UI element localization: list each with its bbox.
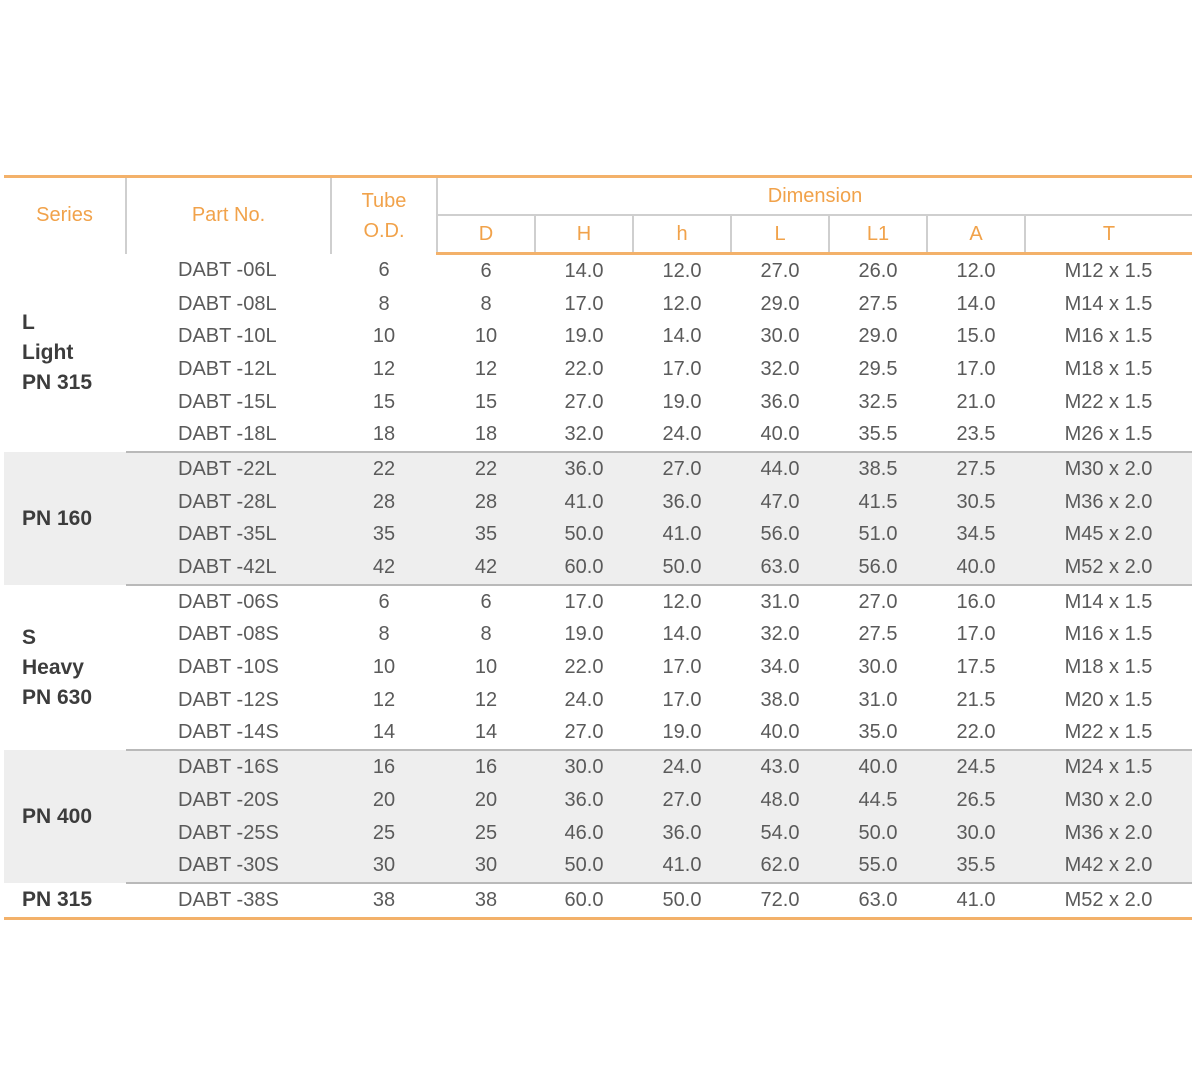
dim-h-lower-cell: 17.0 bbox=[662, 357, 702, 380]
dim-a-cell: 23.5 bbox=[927, 418, 1025, 452]
series-header: Series bbox=[4, 177, 126, 254]
part-no-cell: DABT -12L bbox=[178, 357, 277, 380]
tube-od-cell: 25 bbox=[331, 817, 437, 850]
part-no-cell: DABT -16S bbox=[126, 750, 331, 784]
dim-h-lower-cell: 14.0 bbox=[662, 325, 702, 348]
part-no-cell: DABT -06L bbox=[178, 259, 277, 282]
dimension-header: Dimension bbox=[437, 177, 1192, 216]
dim-h-lower-cell: 27.0 bbox=[633, 784, 731, 817]
table-row bbox=[4, 750, 1192, 784]
series-cell bbox=[4, 254, 126, 453]
dim-l1-cell: 41.5 bbox=[829, 486, 927, 519]
dim-l1-cell: 30.0 bbox=[858, 656, 898, 679]
dim-l-cell: 29.0 bbox=[760, 292, 800, 315]
dim-d-cell: 28 bbox=[437, 486, 535, 519]
table-row bbox=[4, 684, 1192, 717]
dim-l1-cell: 63.0 bbox=[829, 883, 927, 918]
dim-l-cell: 36.0 bbox=[760, 390, 800, 413]
dim-a-cell: 14.0 bbox=[956, 292, 996, 315]
dim-l1-cell: 26.0 bbox=[858, 259, 898, 282]
tube-od-cell: 42 bbox=[331, 551, 437, 585]
table-row bbox=[4, 883, 1192, 918]
dim-l1-cell: 27.5 bbox=[858, 623, 898, 646]
dim-l1-cell: 51.0 bbox=[829, 519, 927, 552]
dim-t-cell: M42 x 2.0 bbox=[1025, 849, 1192, 883]
dim-d-cell: 20 bbox=[437, 784, 535, 817]
series-label-line: Heavy bbox=[22, 655, 84, 679]
dim-h-lower-cell: 17.0 bbox=[662, 688, 702, 711]
dim-h-lower-cell: 12.0 bbox=[662, 259, 702, 282]
dim-a-cell: 26.5 bbox=[927, 784, 1025, 817]
table-row bbox=[4, 817, 1192, 850]
dim-d-cell: 22 bbox=[437, 452, 535, 486]
dim-d-cell: 18 bbox=[437, 418, 535, 452]
dim-l-cell: 47.0 bbox=[731, 486, 829, 519]
part-no-cell: DABT -42L bbox=[126, 551, 331, 585]
dim-d-cell: 6 bbox=[480, 259, 492, 282]
dim-l-cell: 40.0 bbox=[731, 717, 829, 751]
dim-h-lower-cell: 41.0 bbox=[633, 849, 731, 883]
series-label-line: PN 160 bbox=[22, 506, 93, 530]
dim-a-cell: 22.0 bbox=[927, 717, 1025, 751]
part-no-cell: DABT -25S bbox=[126, 817, 331, 850]
dimension-l1-header: L1 bbox=[829, 215, 927, 254]
dim-t-cell: M14 x 1.5 bbox=[1064, 590, 1153, 613]
part-no-cell: DABT -20S bbox=[126, 784, 331, 817]
dim-h-lower-cell: 50.0 bbox=[633, 883, 731, 918]
dim-l1-cell: 35.5 bbox=[829, 418, 927, 452]
dim-h-lower-cell: 12.0 bbox=[662, 292, 702, 315]
dim-t-cell: M52 x 2.0 bbox=[1025, 551, 1192, 585]
table-row bbox=[4, 353, 1192, 386]
dim-l-cell: 63.0 bbox=[731, 551, 829, 585]
series-label-line: PN 315 bbox=[22, 370, 93, 394]
dim-h-cell: 22.0 bbox=[564, 357, 604, 380]
tube-od-cell: 6 bbox=[378, 590, 390, 613]
dim-l1-cell: 29.0 bbox=[858, 325, 898, 348]
dim-a-cell: 30.0 bbox=[927, 817, 1025, 850]
dim-d-cell: 8 bbox=[480, 623, 492, 646]
part-no-cell: DABT -30S bbox=[126, 849, 331, 883]
dim-h-lower-cell: 17.0 bbox=[662, 656, 702, 679]
dim-l-cell: 27.0 bbox=[760, 259, 800, 282]
series-label-line: L bbox=[22, 310, 35, 334]
table-row bbox=[4, 519, 1192, 552]
dim-l-cell: 44.0 bbox=[731, 452, 829, 486]
dim-h-lower-cell: 24.0 bbox=[633, 750, 731, 784]
tube-od-cell: 35 bbox=[331, 519, 437, 552]
table-row bbox=[4, 784, 1192, 817]
dim-a-cell: 15.0 bbox=[956, 325, 996, 348]
part-no-cell: DABT -10L bbox=[178, 325, 277, 348]
dim-t-cell: M30 x 2.0 bbox=[1025, 784, 1192, 817]
dimension-h-lower-header: h bbox=[633, 215, 731, 254]
tube-od-cell: 10 bbox=[372, 325, 396, 348]
series-label-line: S bbox=[22, 625, 37, 649]
dim-l-cell: 40.0 bbox=[731, 418, 829, 452]
dim-a-cell: 17.0 bbox=[956, 357, 996, 380]
part-no-cell: DABT -35L bbox=[126, 519, 331, 552]
dim-h-cell: 17.0 bbox=[564, 292, 604, 315]
dim-l-cell: 38.0 bbox=[760, 688, 800, 711]
tube-od-cell: 8 bbox=[378, 292, 390, 315]
dim-a-cell: 41.0 bbox=[927, 883, 1025, 918]
part-no-cell: DABT -08S bbox=[178, 623, 279, 646]
dim-a-cell: 27.5 bbox=[927, 452, 1025, 486]
tube-od-cell: 12 bbox=[372, 688, 396, 711]
dim-a-cell: 17.0 bbox=[956, 623, 996, 646]
dim-l1-cell: 40.0 bbox=[829, 750, 927, 784]
dim-l-cell: 48.0 bbox=[731, 784, 829, 817]
dim-t-cell: M18 x 1.5 bbox=[1064, 656, 1153, 679]
dim-a-cell: 17.5 bbox=[956, 656, 996, 679]
dim-l1-cell: 32.5 bbox=[858, 390, 898, 413]
dim-l1-cell: 29.5 bbox=[858, 357, 898, 380]
dim-h-cell: 60.0 bbox=[535, 883, 633, 918]
tube-od-cell: 15 bbox=[372, 390, 396, 413]
part-no-cell: DABT -22L bbox=[126, 452, 331, 486]
series-group bbox=[4, 883, 1192, 918]
dim-h-cell: 24.0 bbox=[564, 688, 604, 711]
dim-h-lower-cell: 12.0 bbox=[662, 590, 702, 613]
dim-d-cell: 25 bbox=[437, 817, 535, 850]
dim-h-cell: 19.0 bbox=[564, 325, 604, 348]
dim-h-lower-cell: 19.0 bbox=[662, 390, 702, 413]
dim-l-cell: 32.0 bbox=[760, 623, 800, 646]
series-cell bbox=[4, 883, 126, 918]
dim-t-cell: M18 x 1.5 bbox=[1064, 357, 1153, 380]
table-row bbox=[4, 254, 1192, 288]
tube-od-cell: 10 bbox=[372, 656, 396, 679]
dim-l-cell: 54.0 bbox=[731, 817, 829, 850]
tube-od-header-line1: Tube bbox=[361, 189, 407, 212]
dim-h-cell: 46.0 bbox=[535, 817, 633, 850]
dim-d-cell: 12 bbox=[474, 357, 498, 380]
series-cell bbox=[4, 585, 126, 750]
dim-l1-cell: 50.0 bbox=[829, 817, 927, 850]
table-header bbox=[4, 177, 1192, 254]
dim-l1-cell: 44.5 bbox=[829, 784, 927, 817]
dimension-l-header: L bbox=[731, 215, 829, 254]
dim-h-cell: 27.0 bbox=[535, 717, 633, 751]
dim-t-cell: M22 x 1.5 bbox=[1064, 390, 1153, 413]
table-row bbox=[4, 651, 1192, 684]
table-row bbox=[4, 619, 1192, 652]
dim-d-cell: 30 bbox=[437, 849, 535, 883]
series-group bbox=[4, 452, 1192, 585]
part-no-cell: DABT -38S bbox=[126, 883, 331, 918]
series-group bbox=[4, 254, 1192, 453]
dimension-d-header: D bbox=[437, 215, 535, 254]
part-no-cell: DABT -08L bbox=[178, 292, 277, 315]
dim-l-cell: 30.0 bbox=[760, 325, 800, 348]
dimension-a-header: A bbox=[927, 215, 1025, 254]
table-row bbox=[4, 386, 1192, 419]
dim-t-cell: M26 x 1.5 bbox=[1025, 418, 1192, 452]
dim-a-cell: 16.0 bbox=[956, 590, 996, 613]
dim-l1-cell: 35.0 bbox=[829, 717, 927, 751]
dimension-table-container bbox=[4, 175, 1192, 920]
dim-h-cell: 30.0 bbox=[535, 750, 633, 784]
dim-d-cell: 16 bbox=[437, 750, 535, 784]
tube-od-cell: 16 bbox=[331, 750, 437, 784]
dim-t-cell: M24 x 1.5 bbox=[1025, 750, 1192, 784]
dim-h-lower-cell: 27.0 bbox=[633, 452, 731, 486]
dim-h-cell: 22.0 bbox=[564, 656, 604, 679]
dim-d-cell: 10 bbox=[474, 656, 498, 679]
dim-l-cell: 62.0 bbox=[731, 849, 829, 883]
dim-h-cell: 27.0 bbox=[564, 390, 604, 413]
dim-t-cell: M30 x 2.0 bbox=[1025, 452, 1192, 486]
dim-l-cell: 32.0 bbox=[760, 357, 800, 380]
dim-t-cell: M14 x 1.5 bbox=[1064, 292, 1153, 315]
tube-od-cell: 8 bbox=[378, 623, 390, 646]
dim-l1-cell: 27.5 bbox=[858, 292, 898, 315]
series-cell bbox=[4, 452, 126, 585]
dim-l1-cell: 56.0 bbox=[829, 551, 927, 585]
dim-h-cell: 50.0 bbox=[535, 849, 633, 883]
dim-h-cell: 36.0 bbox=[535, 452, 633, 486]
dim-h-cell: 14.0 bbox=[564, 259, 604, 282]
series-group bbox=[4, 585, 1192, 750]
tube-od-cell: 6 bbox=[378, 259, 390, 282]
dim-d-cell: 15 bbox=[474, 390, 498, 413]
dim-h-cell: 32.0 bbox=[535, 418, 633, 452]
tube-od-cell: 18 bbox=[331, 418, 437, 452]
tube-od-cell: 30 bbox=[331, 849, 437, 883]
dim-a-cell: 35.5 bbox=[927, 849, 1025, 883]
dim-d-cell: 10 bbox=[474, 325, 498, 348]
series-label-line: PN 315 bbox=[22, 887, 93, 911]
dim-t-cell: M20 x 1.5 bbox=[1064, 688, 1153, 711]
dim-l1-cell: 55.0 bbox=[829, 849, 927, 883]
dimension-h-header: H bbox=[535, 215, 633, 254]
tube-od-cell: 38 bbox=[331, 883, 437, 918]
dim-t-cell: M36 x 2.0 bbox=[1025, 817, 1192, 850]
dim-l-cell: 56.0 bbox=[731, 519, 829, 552]
tube-od-cell: 14 bbox=[331, 717, 437, 751]
table-row bbox=[4, 452, 1192, 486]
dim-d-cell: 38 bbox=[437, 883, 535, 918]
table-row bbox=[4, 486, 1192, 519]
series-cell bbox=[4, 750, 126, 883]
table-row bbox=[4, 717, 1192, 751]
dim-h-lower-cell: 14.0 bbox=[662, 623, 702, 646]
dim-a-cell: 21.0 bbox=[956, 390, 996, 413]
dim-h-lower-cell: 19.0 bbox=[633, 717, 731, 751]
dim-l-cell: 31.0 bbox=[760, 590, 800, 613]
dim-h-lower-cell: 41.0 bbox=[633, 519, 731, 552]
dim-t-cell: M36 x 2.0 bbox=[1025, 486, 1192, 519]
dim-h-cell: 50.0 bbox=[535, 519, 633, 552]
part-no-cell: DABT -28L bbox=[126, 486, 331, 519]
dim-a-cell: 24.5 bbox=[927, 750, 1025, 784]
dim-t-cell: M12 x 1.5 bbox=[1064, 259, 1153, 282]
dim-d-cell: 42 bbox=[437, 551, 535, 585]
dim-h-cell: 19.0 bbox=[564, 623, 604, 646]
dim-a-cell: 34.5 bbox=[927, 519, 1025, 552]
dim-l1-cell: 27.0 bbox=[858, 590, 898, 613]
dim-h-cell: 17.0 bbox=[564, 590, 604, 613]
dim-t-cell: M52 x 2.0 bbox=[1025, 883, 1192, 918]
dim-l-cell: 34.0 bbox=[760, 656, 800, 679]
tube-od-cell: 22 bbox=[331, 452, 437, 486]
series-label-line: Light bbox=[22, 340, 74, 364]
dim-h-lower-cell: 50.0 bbox=[633, 551, 731, 585]
dim-a-cell: 30.5 bbox=[927, 486, 1025, 519]
dim-l-cell: 43.0 bbox=[731, 750, 829, 784]
dim-a-cell: 21.5 bbox=[956, 688, 996, 711]
tube-od-header-line2: O.D. bbox=[363, 219, 405, 242]
dim-h-cell: 60.0 bbox=[535, 551, 633, 585]
dim-a-cell: 40.0 bbox=[927, 551, 1025, 585]
part-no-cell: DABT -10S bbox=[178, 656, 279, 679]
dim-h-lower-cell: 36.0 bbox=[633, 817, 731, 850]
part-no-cell: DABT -15L bbox=[178, 390, 277, 413]
part-no-cell: DABT -14S bbox=[126, 717, 331, 751]
dim-h-lower-cell: 36.0 bbox=[633, 486, 731, 519]
dim-t-cell: M22 x 1.5 bbox=[1025, 717, 1192, 751]
dim-l-cell: 72.0 bbox=[731, 883, 829, 918]
series-label-line: PN 400 bbox=[22, 804, 93, 828]
tube-od-header bbox=[331, 177, 437, 254]
dim-t-cell: M16 x 1.5 bbox=[1064, 325, 1153, 348]
part-no-cell: DABT -12S bbox=[178, 688, 279, 711]
dimension-table bbox=[4, 175, 1192, 920]
dimension-t-header: T bbox=[1025, 215, 1192, 254]
dim-d-cell: 14 bbox=[437, 717, 535, 751]
tube-od-cell: 12 bbox=[372, 357, 396, 380]
dim-t-cell: M45 x 2.0 bbox=[1025, 519, 1192, 552]
part-no-header: Part No. bbox=[126, 177, 331, 254]
part-no-cell: DABT -06S bbox=[178, 590, 279, 613]
table-row bbox=[4, 849, 1192, 883]
table-row bbox=[4, 585, 1192, 619]
part-no-cell: DABT -18L bbox=[126, 418, 331, 452]
dim-a-cell: 12.0 bbox=[956, 259, 996, 282]
series-group bbox=[4, 750, 1192, 883]
dim-d-cell: 8 bbox=[480, 292, 492, 315]
dim-h-cell: 36.0 bbox=[535, 784, 633, 817]
dim-d-cell: 12 bbox=[474, 688, 498, 711]
tube-od-cell: 20 bbox=[331, 784, 437, 817]
dim-d-cell: 35 bbox=[437, 519, 535, 552]
table-row bbox=[4, 320, 1192, 353]
table-row bbox=[4, 288, 1192, 321]
dim-h-lower-cell: 24.0 bbox=[633, 418, 731, 452]
table-row bbox=[4, 418, 1192, 452]
tube-od-cell: 28 bbox=[331, 486, 437, 519]
dim-h-cell: 41.0 bbox=[535, 486, 633, 519]
series-label-line: PN 630 bbox=[22, 685, 93, 709]
dim-l1-cell: 38.5 bbox=[829, 452, 927, 486]
dim-l1-cell: 31.0 bbox=[858, 688, 898, 711]
dim-t-cell: M16 x 1.5 bbox=[1064, 623, 1153, 646]
table-row bbox=[4, 551, 1192, 585]
dim-d-cell: 6 bbox=[480, 590, 492, 613]
